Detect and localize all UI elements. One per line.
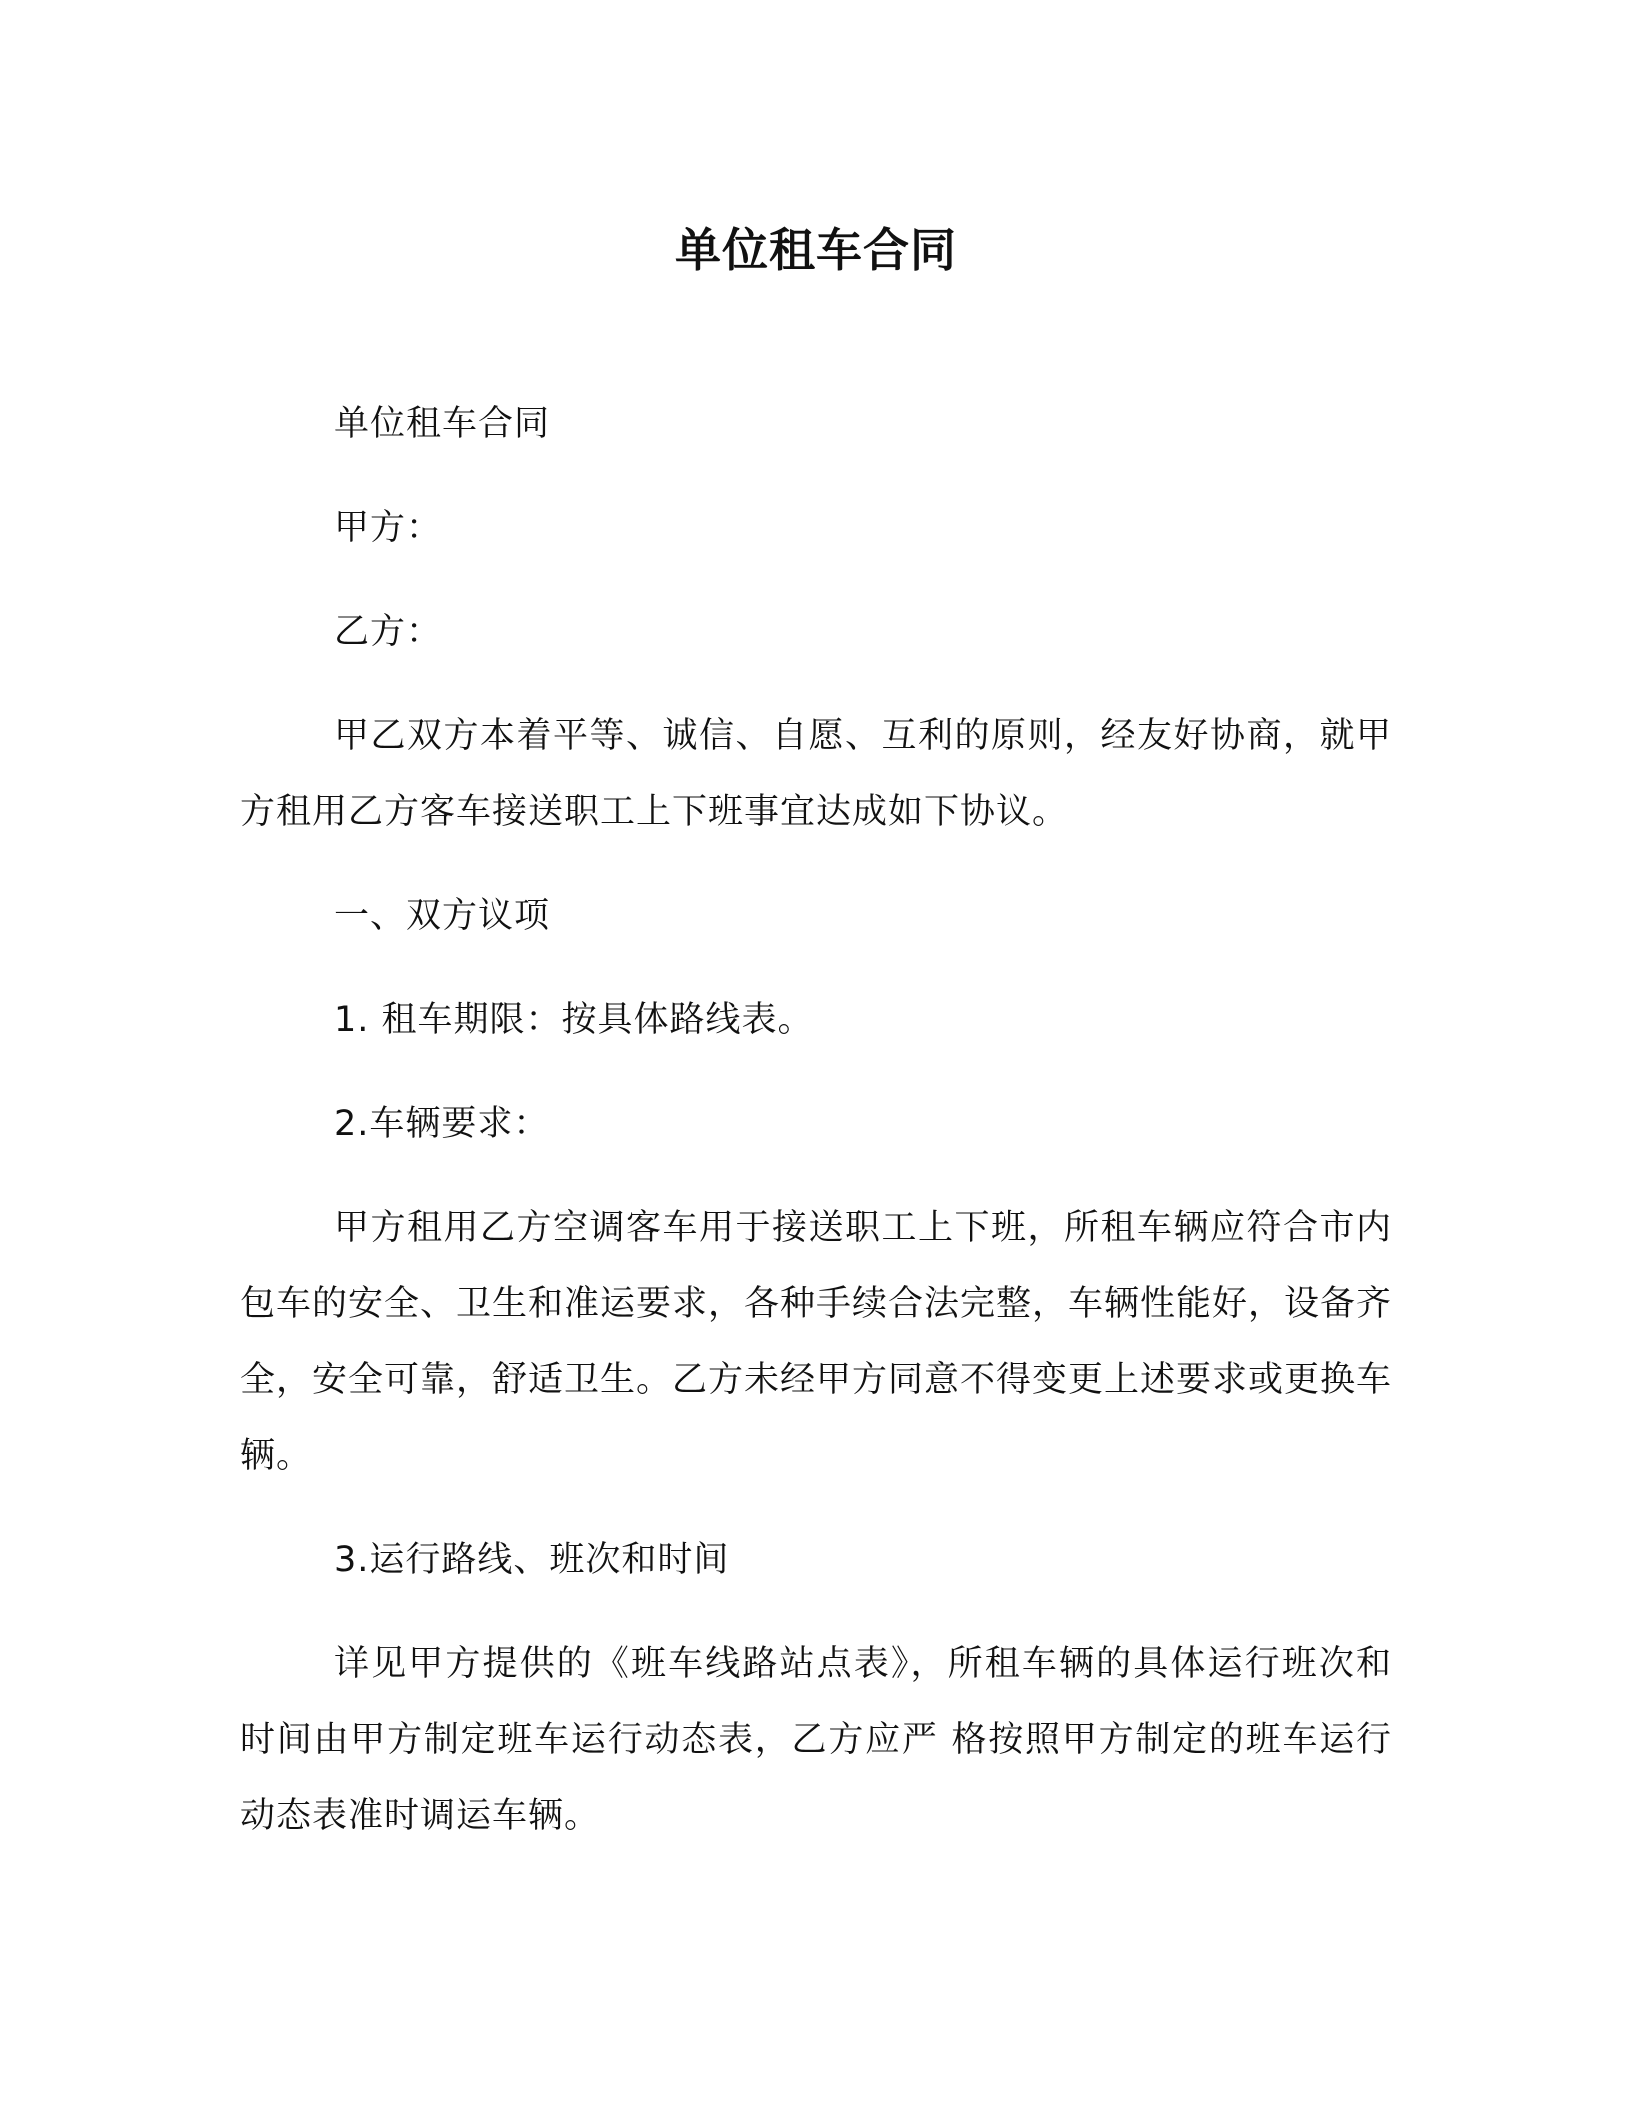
item-route-schedule: 3.运行路线、班次和时间: [334, 1540, 730, 1580]
item-vehicle-requirements: 2.车辆要求：: [334, 1104, 550, 1144]
paragraph-vehicle-requirements: 甲方租用乙方空调客车用于接送职工上下班，所租车辆应符合市内包车的安全、卫生和准运要求，各种手续合法完整，车辆性能好，设备齐全，安全可靠，舒适卫生。乙方未经甲方同意不得变更上述要求或更换车辆。: [240, 1208, 1393, 1476]
paragraph-route-schedule: 详见甲方提供的《班车线路站点表》，所租车辆的具体运行班次和时间由甲方制定班车运行动态表，乙方应严 格按照甲方制定的班车运行动态表准时调运车辆。: [240, 1644, 1392, 1836]
paragraph-contract-name: 单位租车合同: [334, 404, 551, 444]
item-rental-period: 1. 租车期限：按具体路线表。: [334, 1000, 814, 1040]
heading-section-1: 一、双方议项: [334, 896, 551, 936]
paragraph-preamble: 甲乙双方本着平等、诚信、自愿、互利的原则，经友好协商，就甲方租用乙方客车接送职工上下班事宜达成如下协议。: [240, 716, 1392, 832]
document-body: [240, 386, 1392, 1854]
paragraph-party-b: 乙方：: [334, 612, 443, 652]
document-title: 单位租车合同: [675, 223, 957, 277]
paragraph-party-a: 甲方：: [334, 508, 443, 548]
